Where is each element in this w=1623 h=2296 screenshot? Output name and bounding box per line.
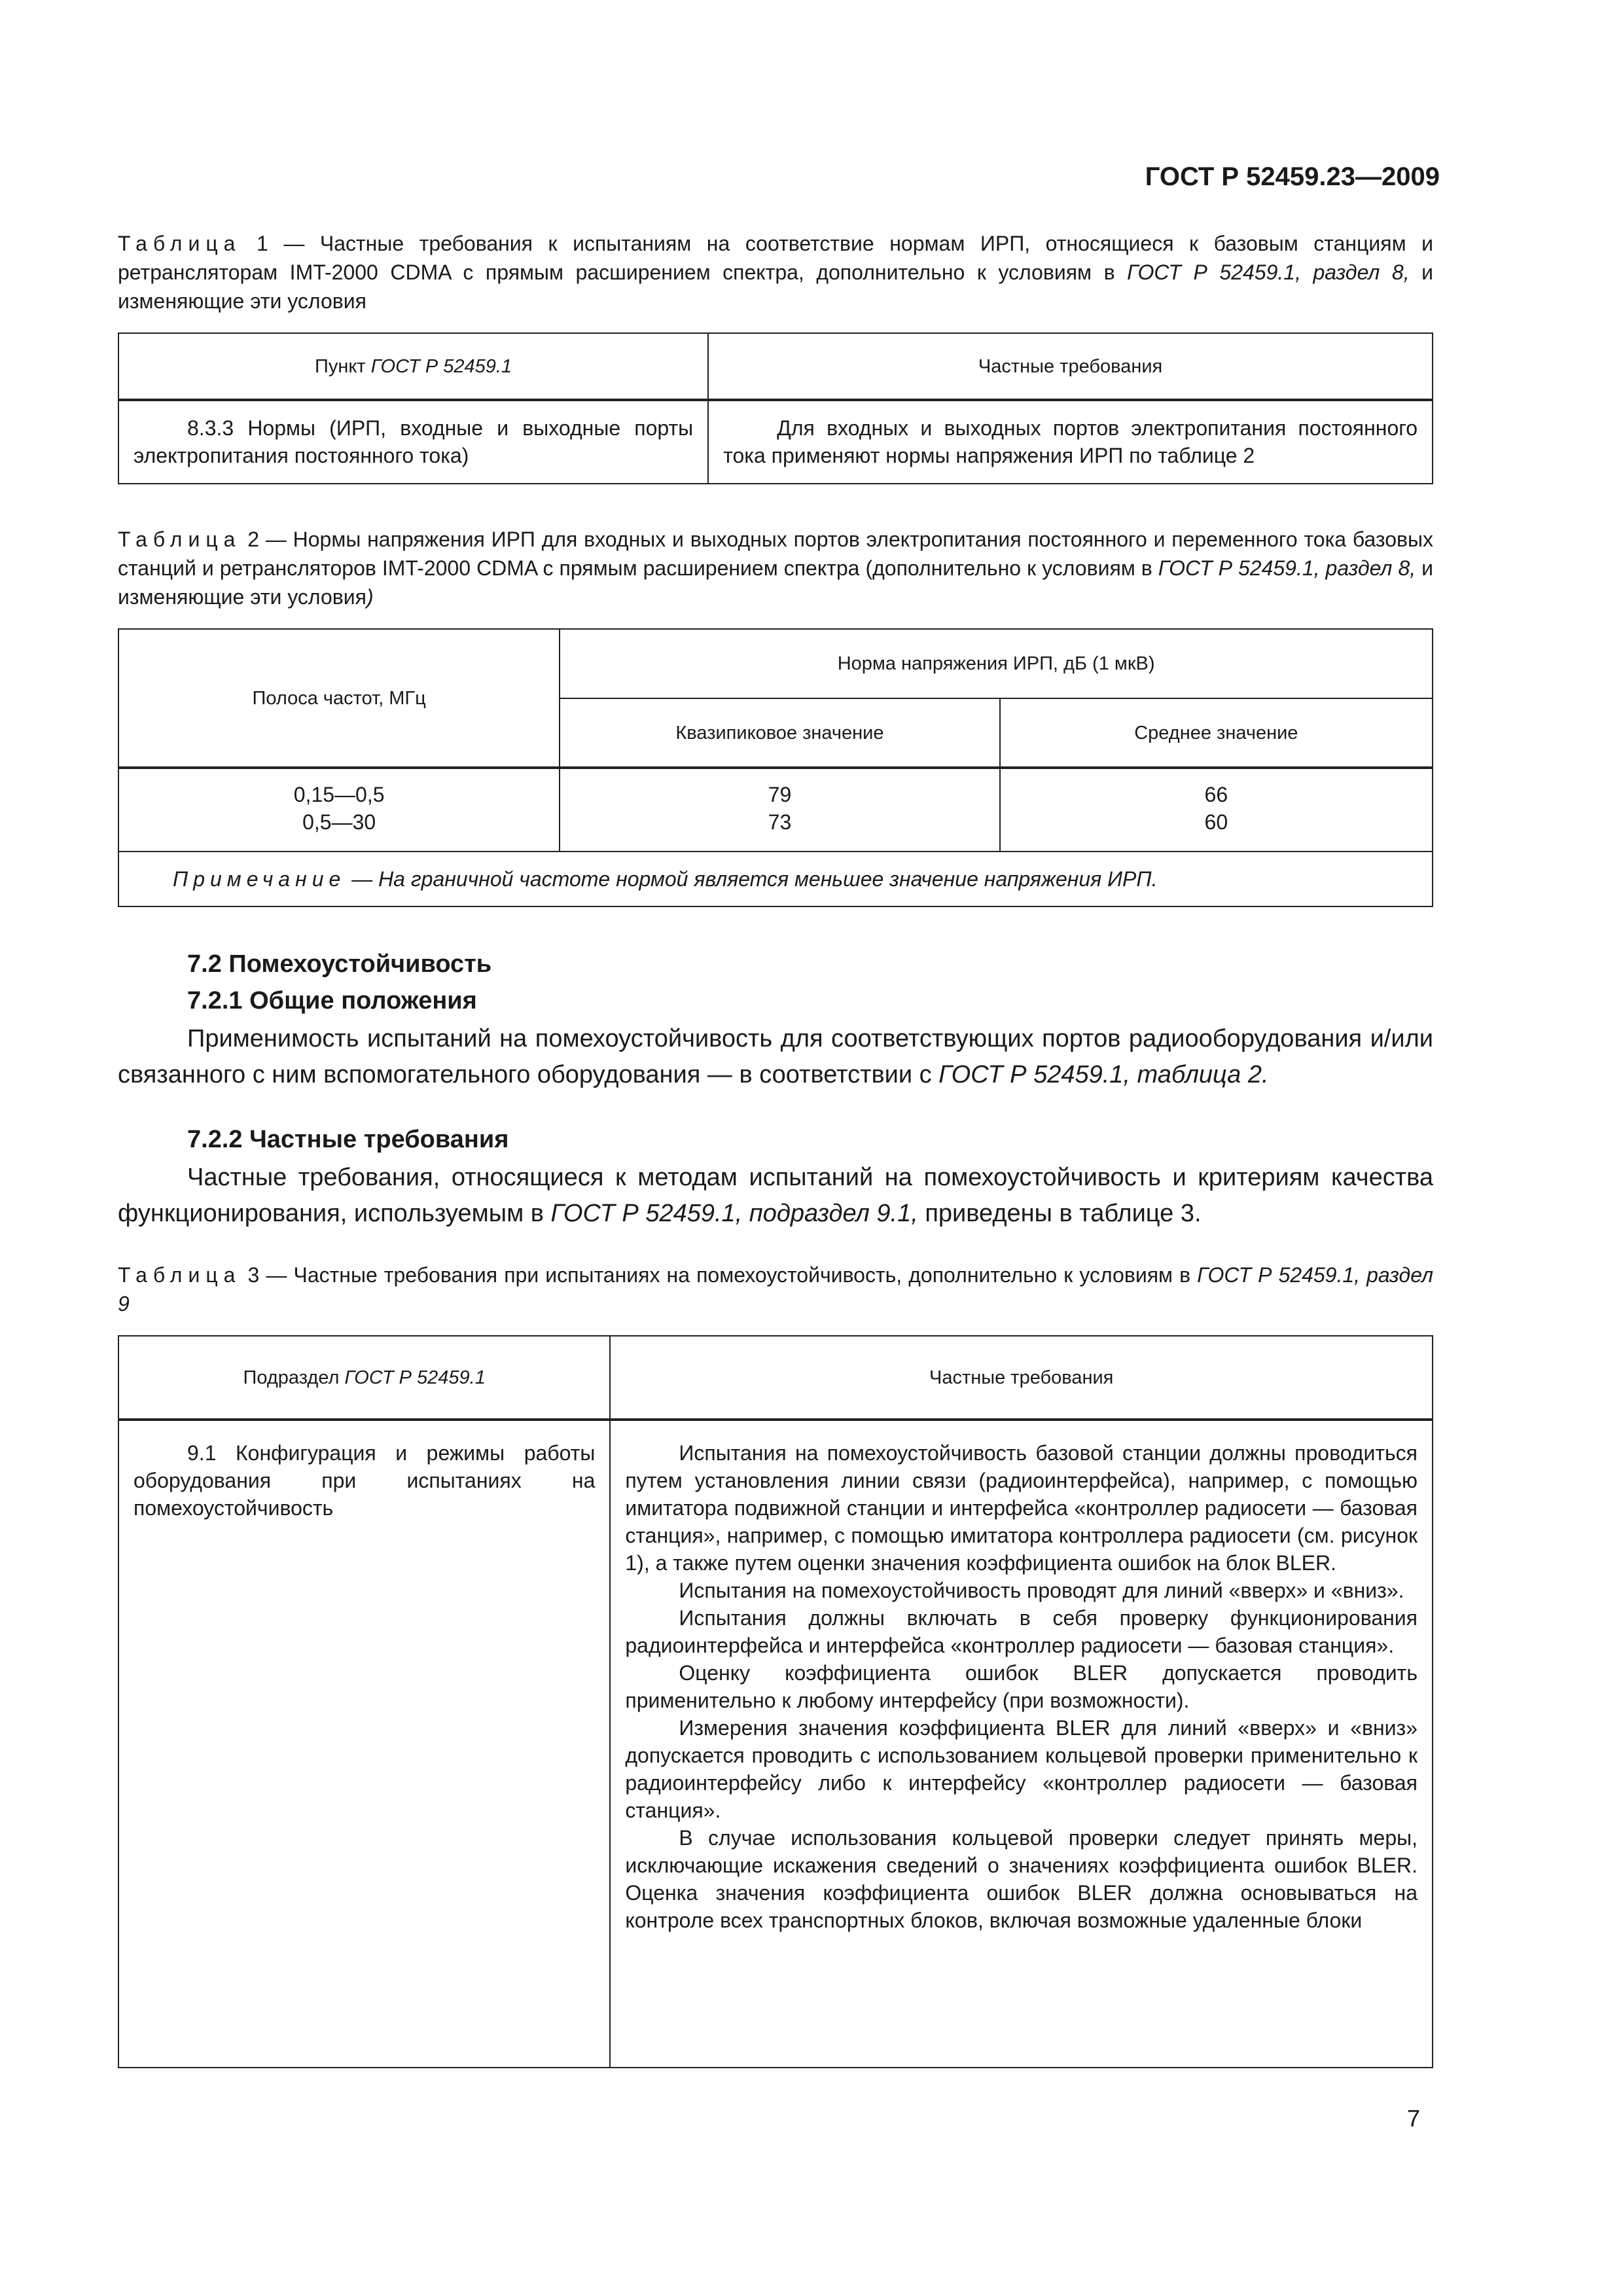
table-label: Таблица xyxy=(118,232,241,255)
table-row: 60 xyxy=(1204,810,1228,834)
table-2 xyxy=(118,628,1433,907)
table-row: 79 xyxy=(768,783,792,806)
paragraph-reference: ГОСТ Р 52459.1, подраздел 9.1, xyxy=(550,1200,918,1227)
requirement-paragraph: Испытания должны включать в себя проверку функционирования радиоинтерфейса и интерфейса «контроллер радиосети — базовая станция». xyxy=(625,1606,1418,1657)
table-3 xyxy=(118,1335,1433,2068)
requirement-paragraph: В случае использования кольцевой проверки следует принять меры, исключающие искажения сведений о значениях коэффициента ошибок BLER. Оценка значения коэффициента ошибок BLER должна основываться на контроле всех транспортных блоков, включая возможные удаленные блоки xyxy=(625,1826,1418,1932)
table-2-note xyxy=(118,852,1433,906)
table-2-average-cell xyxy=(1000,768,1433,852)
paragraph-7-2-2 xyxy=(118,1160,1433,1232)
table-1-clause-cell: 8.3.3 Нормы (ИРП, входные и выходные порты электропитания постоянного тока) xyxy=(118,400,708,484)
requirement-paragraph: Испытания на помехоустойчивость проводят для линий «вверх» и «вниз». xyxy=(679,1579,1404,1602)
table-row: 0,5—30 xyxy=(302,810,376,834)
caption-reference: ГОСТ Р 52459.1, раздел 8, xyxy=(1158,556,1416,580)
caption-text: 1 — Частные требования к испытаниям на соответствие нормам ИРП, относящиеся к базовым станциям и ретрансляторам IMT-2000 CDMA с прямым расширением спектра, дополнительно к условиям в xyxy=(118,232,1433,284)
paragraph-text: Частные требования, относящиеся к методам испытаний на помехоустойчивость и критериям качества функционирования, используемым в xyxy=(118,1164,1433,1227)
document-code: ГОСТ Р 52459.23—2009 xyxy=(1145,162,1440,191)
note-text: — На граничной частоте нормой является меньшее значение напряжения ИРП. xyxy=(346,867,1158,891)
table-label: Таблица xyxy=(118,528,241,551)
requirement-paragraph: Испытания на помехоустойчивость базовой станции должны проводиться путем установления линии связи (радиоинтерфейса), например, с помощью имитатора подвижной станции и интерфейса «контроллер радиосети — базовая станция», например, с помощью имитатора контроллера радиосети (см. рисунок 1), а также путем оценки значения коэффициента ошибок на блок BLER. xyxy=(625,1441,1418,1575)
note-label: Примечание xyxy=(173,867,346,891)
paragraph-reference: ГОСТ Р 52459.1, таблица 2. xyxy=(938,1061,1269,1088)
paragraph-text: приведены в таблице 3. xyxy=(918,1200,1202,1227)
requirement-paragraph: Измерения значения коэффициента BLER для линий «вверх» и «вниз» допускается проводить с использованием кольцевой проверки применительно к радиоинтерфейсу либо к интерфейсу «контроллер радиосети — базовая станция». xyxy=(625,1716,1418,1822)
heading-7-2-1: 7.2.1 Общие положения xyxy=(187,987,477,1014)
table-2-caption xyxy=(118,525,1433,611)
paragraph-text: Применимость испытаний на помехоустойчивость для соответствующих портов радиооборудования и/или связанного с ним вспомогательного оборудования — в соответствии с xyxy=(118,1025,1433,1088)
table-3-header-requirements: Частные требования xyxy=(610,1336,1433,1420)
table-3-clause-cell: 9.1 Конфигурация и режимы работы оборудования при испытаниях на помехоустойчивость xyxy=(118,1420,610,2068)
caption-text: ) xyxy=(366,585,374,609)
table-row: 0,15—0,5 xyxy=(293,783,385,806)
table-1-header-requirements: Частные требования xyxy=(708,333,1433,400)
requirement-paragraph: Оценку коэффициента ошибок BLER допускается проводить применительно к любому интерфейсу (при возможности). xyxy=(625,1661,1418,1712)
table-2-header-quasipeak: Квазипиковое значение xyxy=(560,698,999,768)
table-1-requirement-cell: Для входных и выходных портов электропитания постоянного тока применяют нормы напряжения ИРП по таблице 2 xyxy=(708,400,1433,484)
table-2-header-average: Среднее значение xyxy=(1000,698,1433,768)
caption-text: и изменяющие эти условия xyxy=(118,556,1434,609)
table-3-caption xyxy=(118,1261,1433,1318)
table-2-band-cell xyxy=(118,768,560,852)
caption-text: 3 — Частные требования при испытаниях на помехоустойчивость, дополнительно к условиям в xyxy=(241,1263,1198,1287)
caption-reference: ГОСТ Р 52459.1, раздел 8, xyxy=(1127,260,1410,284)
table-3-header-clause: Подраздел ГОСТ Р 52459.1 xyxy=(118,1336,610,1420)
caption-text: и изменяющие эти условия xyxy=(118,260,1434,313)
table-label: Таблица xyxy=(118,1263,241,1287)
table-1-header-clause: Пункт ГОСТ Р 52459.1 xyxy=(118,333,708,400)
page-number: 7 xyxy=(1407,2105,1421,2132)
table-row: 66 xyxy=(1204,783,1228,806)
caption-text: 2 — Нормы напряжения ИРП для входных и выходных портов электропитания постоянного и переменного тока базовых станций и ретрансляторов IMT-2000 CDMA с прямым расширением спектра (дополнительно к условиям в xyxy=(118,528,1433,580)
table-2-quasipeak-cell xyxy=(560,768,999,852)
heading-7-2: 7.2 Помехоустойчивость xyxy=(187,950,492,978)
table-1-caption xyxy=(118,229,1433,315)
heading-7-2-2: 7.2.2 Частные требования xyxy=(187,1126,509,1153)
table-2-header-norm: Норма напряжения ИРП, дБ (1 мкВ) xyxy=(560,629,1433,698)
table-3-requirement-cell xyxy=(610,1420,1433,2068)
table-row: 73 xyxy=(768,810,792,834)
caption-reference: ГОСТ Р 52459.1, раздел 9 xyxy=(118,1263,1434,1316)
paragraph-7-2-1 xyxy=(118,1021,1433,1093)
table-2-header-band: Полоса частот, МГц xyxy=(118,629,560,768)
table-1 xyxy=(118,332,1433,484)
